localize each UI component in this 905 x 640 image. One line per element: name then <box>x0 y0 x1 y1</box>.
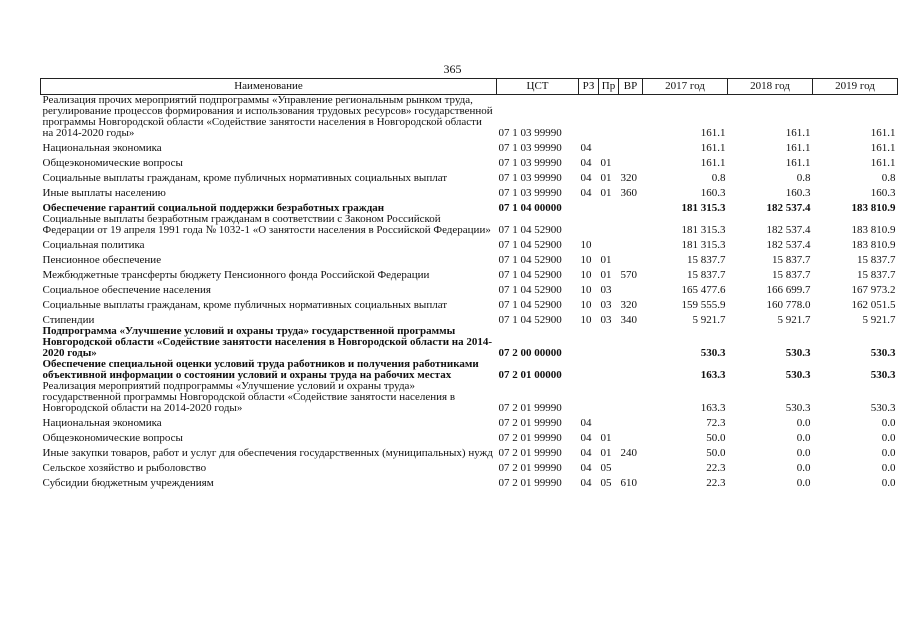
cell-name: Стипендии <box>42 314 95 326</box>
cell-rz: 04 <box>580 417 592 429</box>
cell-name: Социальные выплаты гражданам, кроме публичных нормативных социальных выплат <box>42 172 448 184</box>
cell-name: Обеспечение специальной оценки условий труда работников и получения работниками объективной информации о состоянии условий и охраны труда на рабочих местах <box>42 358 479 381</box>
cell-vr <box>619 381 643 414</box>
table-row <box>41 199 898 214</box>
cell-cst: 07 1 04 00000 <box>498 202 562 214</box>
cell-cst: 07 2 01 99990 <box>498 477 562 489</box>
cell-2019: 162 051.5 <box>851 299 896 311</box>
cell-2018: 530.3 <box>785 402 811 414</box>
cell-name: Национальная экономика <box>42 142 162 154</box>
cell-pr: 01 <box>600 432 612 444</box>
cell-vr <box>619 214 643 236</box>
cell-2019: 530.3 <box>870 402 896 414</box>
cell-name: Межбюджетные трансферты бюджету Пенсионного фонда Российской Федерации <box>42 269 430 281</box>
cell-2018: 0.0 <box>796 462 811 474</box>
cell-cst: 07 1 04 52900 <box>498 254 562 266</box>
cell-pr: 01 <box>600 269 612 281</box>
cell-2018: 15 837.7 <box>772 254 811 266</box>
cell-2018: 182 537.4 <box>766 224 811 236</box>
cell-2017: 0.8 <box>711 172 726 184</box>
cell-2018: 166 699.7 <box>766 284 811 296</box>
cell-pr <box>599 359 619 381</box>
cell-vr: 570 <box>620 269 637 281</box>
cell-2019: 0.0 <box>881 432 896 444</box>
cell-pr <box>599 236 619 251</box>
cell-pr <box>599 199 619 214</box>
cell-2018: 0.0 <box>796 477 811 489</box>
cell-pr: 03 <box>600 314 612 326</box>
cell-cst: 07 1 04 52900 <box>498 314 562 326</box>
table-row <box>41 444 898 459</box>
cell-rz: 04 <box>580 157 592 169</box>
cell-vr <box>619 414 643 429</box>
cell-cst: 07 2 01 99990 <box>498 462 562 474</box>
cell-name: Национальная экономика <box>42 417 162 429</box>
table-header-row <box>41 79 898 95</box>
cell-rz: 10 <box>580 269 592 281</box>
header-cst: ЦСТ <box>497 79 579 95</box>
cell-2017: 161.1 <box>700 127 726 139</box>
cell-rz: 10 <box>580 299 592 311</box>
cell-rz: 04 <box>580 187 592 199</box>
cell-cst: 07 1 04 52900 <box>498 224 562 236</box>
cell-name: Общеэкономические вопросы <box>42 157 183 169</box>
cell-pr: 01 <box>600 157 612 169</box>
cell-name: Реализация мероприятий подпрограммы «Улучшение условий и охраны труда» государственной программы Новгородской области «Содействие занятости населения в Новгородской области на 2014-2020 годы» <box>42 380 456 414</box>
cell-2018: 182 537.4 <box>766 239 811 251</box>
cell-2017: 160.3 <box>700 187 726 199</box>
cell-pr: 01 <box>600 254 612 266</box>
cell-vr <box>619 154 643 169</box>
cell-name: Общеэкономические вопросы <box>42 432 183 444</box>
cell-2018: 0.8 <box>796 172 811 184</box>
cell-2018: 0.0 <box>796 417 811 429</box>
cell-2018: 161.1 <box>785 142 811 154</box>
cell-2018: 5 921.7 <box>777 314 811 326</box>
cell-name: Обеспечение гарантий социальной поддержки безработных граждан <box>42 202 385 214</box>
cell-vr <box>619 95 643 140</box>
cell-rz <box>579 95 599 140</box>
cell-rz <box>579 326 599 359</box>
cell-2019: 0.0 <box>881 477 896 489</box>
cell-pr: 05 <box>600 462 612 474</box>
cell-name: Социальные выплаты гражданам, кроме публичных нормативных социальных выплат <box>42 299 448 311</box>
cell-pr: 05 <box>600 477 612 489</box>
table-row <box>41 184 898 199</box>
table-row <box>41 474 898 489</box>
cell-name: Подпрограмма «Улучшение условий и охраны труда» государственной программы Новгородской области «Содействие занятости населения в Новгородской области на 2014-2020 годы» <box>42 325 493 359</box>
cell-2017: 181 315.3 <box>681 224 726 236</box>
table-row <box>41 214 898 236</box>
table-row <box>41 281 898 296</box>
cell-vr: 610 <box>620 477 637 489</box>
cell-2019: 160.3 <box>870 187 896 199</box>
cell-cst: 07 1 04 52900 <box>498 299 562 311</box>
cell-rz <box>579 199 599 214</box>
cell-2018: 530.3 <box>785 347 811 359</box>
cell-2019: 161.1 <box>870 142 896 154</box>
cell-rz: 10 <box>580 239 592 251</box>
cell-name: Социальное обеспечение населения <box>42 284 211 296</box>
table-row <box>41 169 898 184</box>
cell-pr: 03 <box>600 299 612 311</box>
cell-vr <box>619 281 643 296</box>
cell-2018: 15 837.7 <box>772 269 811 281</box>
cell-pr <box>599 326 619 359</box>
cell-vr <box>619 139 643 154</box>
cell-2019: 530.3 <box>870 347 896 359</box>
cell-cst: 07 2 01 99990 <box>498 447 562 459</box>
cell-cst: 07 2 01 99990 <box>498 417 562 429</box>
cell-rz: 04 <box>580 432 592 444</box>
header-name: Наименование <box>41 79 497 95</box>
cell-name: Социальная политика <box>42 239 145 251</box>
cell-cst: 07 1 03 99990 <box>498 142 562 154</box>
cell-rz <box>579 214 599 236</box>
cell-cst: 07 2 00 00000 <box>498 347 562 359</box>
cell-2018: 0.0 <box>796 447 811 459</box>
cell-cst: 07 2 01 99990 <box>498 402 562 414</box>
header-2019: 2019 год <box>813 79 898 95</box>
cell-name: Социальные выплаты безработным гражданам в соответствии с Законом Российской Федерации от 19 апреля 1991 года № 1032-1 «О занятости населения в Российской Федерации» <box>42 213 491 236</box>
cell-vr <box>619 429 643 444</box>
cell-2017: 161.1 <box>700 157 726 169</box>
cell-rz: 10 <box>580 254 592 266</box>
cell-vr: 320 <box>620 172 637 184</box>
cell-pr: 01 <box>600 172 612 184</box>
cell-vr <box>619 199 643 214</box>
cell-2019: 5 921.7 <box>862 314 896 326</box>
header-vr: ВР <box>619 79 643 95</box>
cell-2018: 0.0 <box>796 432 811 444</box>
cell-rz: 04 <box>580 172 592 184</box>
page-number: 365 <box>443 62 462 76</box>
cell-pr <box>599 139 619 154</box>
cell-name: Субсидии бюджетным учреждениям <box>42 477 214 489</box>
cell-cst: 07 2 01 00000 <box>498 369 562 381</box>
cell-2019: 161.1 <box>870 127 896 139</box>
cell-2019: 15 837.7 <box>857 269 896 281</box>
table-row <box>41 381 898 414</box>
cell-pr: 01 <box>600 187 612 199</box>
table-row <box>41 95 898 140</box>
cell-2017: 163.3 <box>700 402 726 414</box>
cell-2017: 181 315.3 <box>681 239 726 251</box>
cell-2017: 5 921.7 <box>692 314 726 326</box>
cell-cst: 07 1 03 99990 <box>498 172 562 184</box>
cell-2018: 160.3 <box>785 187 811 199</box>
table-row <box>41 359 898 381</box>
cell-pr <box>599 95 619 140</box>
cell-pr: 03 <box>600 284 612 296</box>
table-row <box>41 326 898 359</box>
cell-rz <box>579 381 599 414</box>
cell-2017: 15 837.7 <box>687 269 726 281</box>
cell-vr <box>619 251 643 266</box>
cell-2019: 0.0 <box>881 417 896 429</box>
cell-pr: 01 <box>600 447 612 459</box>
table-row <box>41 459 898 474</box>
cell-name: Сельское хозяйство и рыболовство <box>42 462 207 474</box>
cell-2018: 182 537.4 <box>766 202 811 214</box>
cell-rz: 10 <box>580 314 592 326</box>
cell-cst: 07 1 04 52900 <box>498 269 562 281</box>
cell-2019: 183 810.9 <box>851 239 896 251</box>
cell-rz: 04 <box>580 462 592 474</box>
cell-vr <box>619 459 643 474</box>
header-rz: РЗ <box>579 79 599 95</box>
cell-rz: 04 <box>580 447 592 459</box>
table-row <box>41 266 898 281</box>
header-2018: 2018 год <box>728 79 813 95</box>
cell-2019: 0.0 <box>881 462 896 474</box>
cell-2019: 0.8 <box>881 172 896 184</box>
cell-cst: 07 1 03 99990 <box>498 127 562 139</box>
cell-vr: 340 <box>620 314 637 326</box>
cell-2018: 161.1 <box>785 157 811 169</box>
cell-2017: 50.0 <box>706 447 726 459</box>
cell-cst: 07 1 03 99990 <box>498 157 562 169</box>
cell-2017: 159 555.9 <box>681 299 726 311</box>
cell-rz: 04 <box>580 477 592 489</box>
table-row <box>41 251 898 266</box>
cell-vr <box>619 326 643 359</box>
table-row <box>41 429 898 444</box>
cell-name: Пенсионное обеспечение <box>42 254 162 266</box>
cell-2018: 160 778.0 <box>766 299 811 311</box>
cell-2017: 72.3 <box>706 417 726 429</box>
cell-pr <box>599 214 619 236</box>
cell-rz: 10 <box>580 284 592 296</box>
table-row <box>41 139 898 154</box>
cell-2017: 15 837.7 <box>687 254 726 266</box>
table-row <box>41 296 898 311</box>
cell-2019: 15 837.7 <box>857 254 896 266</box>
cell-vr <box>619 359 643 381</box>
cell-2017: 22.3 <box>706 477 726 489</box>
cell-2019: 167 973.2 <box>851 284 896 296</box>
cell-2017: 181 315.3 <box>681 202 726 214</box>
cell-cst: 07 1 04 52900 <box>498 239 562 251</box>
cell-2017: 163.3 <box>700 369 726 381</box>
cell-name: Иные выплаты населению <box>42 187 166 199</box>
cell-2019: 0.0 <box>881 447 896 459</box>
cell-2018: 161.1 <box>785 127 811 139</box>
table-row <box>41 154 898 169</box>
header-pr: Пр <box>599 79 619 95</box>
header-2017: 2017 год <box>643 79 728 95</box>
cell-vr: 240 <box>620 447 637 459</box>
cell-2017: 22.3 <box>706 462 726 474</box>
cell-cst: 07 1 03 99990 <box>498 187 562 199</box>
cell-2019: 161.1 <box>870 157 896 169</box>
cell-2018: 530.3 <box>785 369 811 381</box>
cell-pr <box>599 381 619 414</box>
cell-2017: 50.0 <box>706 432 726 444</box>
table-row <box>41 311 898 326</box>
cell-2019: 183 810.9 <box>851 224 896 236</box>
cell-cst: 07 1 04 52900 <box>498 284 562 296</box>
cell-name: Иные закупки товаров, работ и услуг для обеспечения государственных (муниципальных) нужд <box>42 447 493 459</box>
cell-2017: 530.3 <box>700 347 726 359</box>
table-row <box>41 414 898 429</box>
cell-rz <box>579 359 599 381</box>
cell-vr: 360 <box>620 187 637 199</box>
cell-vr: 320 <box>620 299 637 311</box>
cell-rz: 04 <box>580 142 592 154</box>
table-body <box>41 95 898 490</box>
cell-2019: 183 810.9 <box>851 202 896 214</box>
cell-2017: 161.1 <box>700 142 726 154</box>
cell-2017: 165 477.6 <box>681 284 726 296</box>
budget-table <box>40 78 898 489</box>
cell-2019: 530.3 <box>870 369 896 381</box>
cell-vr <box>619 236 643 251</box>
cell-name: Реализация прочих мероприятий подпрограммы «Управление региональным рынком труда, регулирование процессов формирования и использования трудовых ресурсов» государственной программы Новгородской области «Содействие занятости населения в Новгородской области на 2014-2020 годы» <box>42 94 493 139</box>
cell-pr <box>599 414 619 429</box>
table-row <box>41 236 898 251</box>
cell-cst: 07 2 01 99990 <box>498 432 562 444</box>
